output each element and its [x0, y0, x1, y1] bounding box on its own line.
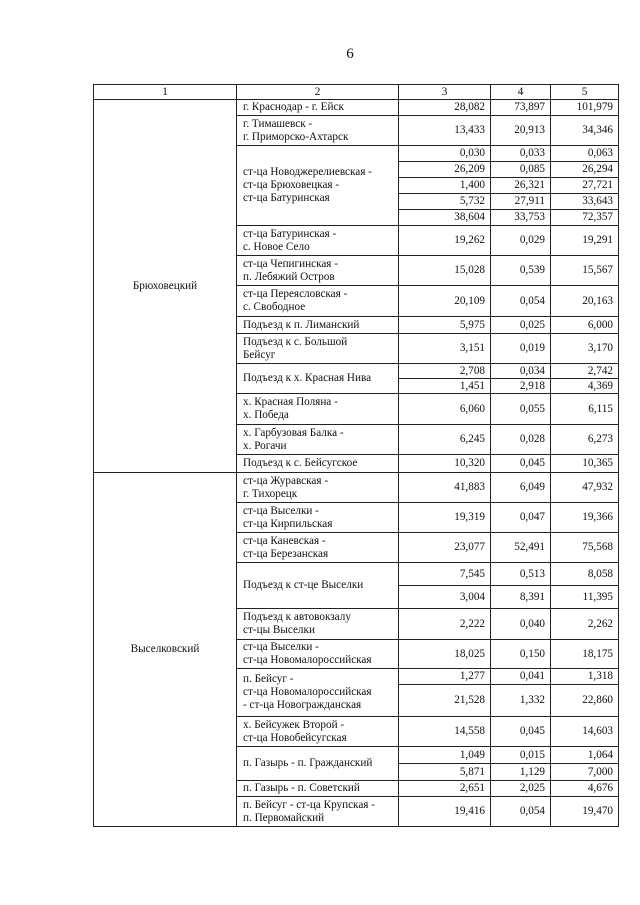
road-name-line: х. Бейсужек Второй -: [243, 718, 345, 731]
road-name-line: с. Новое Село: [243, 240, 310, 253]
value-cell-col3: 28,082: [399, 100, 491, 116]
road-name-line: ст-ца Новобейсугская: [243, 731, 347, 744]
value-cell-col3: 19,262: [399, 226, 491, 256]
road-name-line: Бейсуг: [243, 348, 276, 361]
value-cell-col3: 41,883: [399, 473, 491, 503]
road-name-cell: [237, 455, 399, 473]
road-name-cell: [237, 609, 399, 640]
road-name-line: Подъезд к х. Красная Нива: [243, 372, 372, 384]
value-cell-col4: 0,513: [491, 563, 551, 586]
header-cell-5: 5: [551, 85, 619, 100]
road-name-line: ст-ца Батуринская: [243, 192, 330, 204]
value-cell-col3: 15,028: [399, 256, 491, 286]
road-name-cell: [237, 781, 399, 797]
road-name-line: г. Краснодар - г. Ейск: [243, 101, 344, 113]
value-cell-col5: 3,170: [551, 334, 619, 364]
value-cell-col3: 1,400: [399, 178, 491, 194]
road-name-line: ст-ца Батуринская -: [243, 227, 337, 240]
road-name-cell: [237, 747, 399, 781]
value-cell-col4: 20,913: [491, 116, 551, 146]
value-cell-col3: 19,319: [399, 503, 491, 533]
road-name-line: - ст-ца Новогражданская: [243, 699, 362, 711]
page-number: 6: [346, 46, 354, 62]
value-cell-col4: 0,033: [491, 146, 551, 162]
road-name-line: п. Бейсуг -: [243, 673, 294, 685]
road-name-line: п. Первомайский: [243, 811, 325, 824]
road-name-line: п. Лебяжий Остров: [243, 270, 335, 283]
value-cell-col5: 0,063: [551, 146, 619, 162]
value-cell-col5: 1,064: [551, 747, 619, 764]
value-cell-col5: 75,568: [551, 533, 619, 563]
value-cell-col4: 0,539: [491, 256, 551, 286]
value-cell-col5: 11,395: [551, 586, 619, 609]
header-cell-4: 4: [491, 85, 551, 100]
value-cell-col3: 38,604: [399, 210, 491, 226]
value-cell-col4: 0,041: [491, 669, 551, 685]
road-name-cell: [237, 286, 399, 317]
value-cell-col3: 3,151: [399, 334, 491, 364]
road-table-body: [94, 85, 619, 827]
road-name-cell: [237, 533, 399, 563]
header-cell-1: 1: [94, 85, 237, 100]
value-cell-col5: 27,721: [551, 178, 619, 194]
value-cell-col5: 7,000: [551, 764, 619, 781]
road-name-line: х. Победа: [243, 409, 289, 421]
road-name-line: х. Красная Поляна -: [243, 396, 338, 408]
value-cell-col5: 2,262: [551, 609, 619, 640]
value-cell-col3: 7,545: [399, 563, 491, 586]
value-cell-col5: 26,294: [551, 162, 619, 178]
value-cell-col3: 6,060: [399, 394, 491, 425]
road-name-cell: [237, 116, 399, 146]
value-cell-col4: 0,029: [491, 226, 551, 256]
value-cell-col3: 13,433: [399, 116, 491, 146]
value-cell-col5: 101,979: [551, 100, 619, 116]
road-name-line: п. Бейсуг - ст-ца Крупская -: [243, 798, 375, 811]
value-cell-col4: 52,491: [491, 533, 551, 563]
road-name-cell: [237, 717, 399, 747]
value-cell-col4: 0,034: [491, 364, 551, 379]
road-name-line: Подъезд к ст-це Выселки: [243, 579, 364, 591]
road-name-line: ст-цы Выселки: [243, 624, 315, 636]
table-row: [94, 100, 619, 116]
value-cell-col3: 3,004: [399, 586, 491, 609]
value-cell-col4: 0,019: [491, 334, 551, 364]
road-name-cell: [237, 473, 399, 503]
road-name-cell: [237, 797, 399, 827]
value-cell-col3: 20,109: [399, 286, 491, 317]
value-cell-col4: 1,332: [491, 685, 551, 717]
value-cell-col4: 0,015: [491, 747, 551, 764]
table-header-row: [94, 85, 619, 100]
road-name-cell: [237, 146, 399, 226]
value-cell-col5: 6,000: [551, 317, 619, 334]
road-name-cell: [237, 364, 399, 394]
value-cell-col4: 0,054: [491, 797, 551, 827]
value-cell-col5: 6,273: [551, 425, 619, 455]
road-name-line: ст-ца Чепигинская -: [243, 257, 338, 270]
value-cell-col4: 73,897: [491, 100, 551, 116]
value-cell-col5: 6,115: [551, 394, 619, 425]
value-cell-col5: 34,346: [551, 116, 619, 146]
road-name-line: г. Тимашевск -: [243, 117, 313, 130]
road-name-line: ст-ца Новомалороссийская: [243, 654, 372, 666]
value-cell-col5: 8,058: [551, 563, 619, 586]
road-name-cell: [237, 425, 399, 455]
value-cell-col3: 1,451: [399, 379, 491, 394]
road-name-line: п. Газырь - п. Советский: [243, 782, 360, 794]
header-cell-3: 3: [399, 85, 491, 100]
value-cell-col4: 2,025: [491, 781, 551, 797]
value-cell-col3: 5,732: [399, 194, 491, 210]
value-cell-col4: 33,753: [491, 210, 551, 226]
road-name-line: ст-ца Каневская -: [243, 534, 326, 547]
value-cell-col3: 6,245: [399, 425, 491, 455]
road-name-line: г. Тихорецк: [243, 487, 298, 500]
road-name-line: г. Приморско-Ахтарск: [243, 130, 349, 143]
road-name-line: Подъезд к автовокзалу: [243, 611, 351, 623]
road-name-cell: [237, 100, 399, 116]
road-name-cell: [237, 256, 399, 286]
district-cell: Выселковский: [94, 473, 237, 827]
road-name-line: с. Свободное: [243, 301, 306, 313]
value-cell-col5: 4,676: [551, 781, 619, 797]
value-cell-col4: 26,321: [491, 178, 551, 194]
value-cell-col5: 10,365: [551, 455, 619, 473]
value-cell-col3: 18,025: [399, 640, 491, 669]
value-cell-col4: 0,085: [491, 162, 551, 178]
value-cell-col3: 5,975: [399, 317, 491, 334]
value-cell-col4: 0,054: [491, 286, 551, 317]
value-cell-col5: 72,357: [551, 210, 619, 226]
road-name-line: х. Рогачи: [243, 439, 287, 452]
value-cell-col3: 23,077: [399, 533, 491, 563]
value-cell-col5: 19,291: [551, 226, 619, 256]
value-cell-col3: 21,528: [399, 685, 491, 717]
value-cell-col3: 2,708: [399, 364, 491, 379]
value-cell-col4: 1,129: [491, 764, 551, 781]
road-name-cell: [237, 394, 399, 425]
value-cell-col4: 0,040: [491, 609, 551, 640]
road-name-cell: [237, 334, 399, 364]
value-cell-col3: 19,416: [399, 797, 491, 827]
value-cell-col5: 47,932: [551, 473, 619, 503]
value-cell-col3: 1,277: [399, 669, 491, 685]
value-cell-col4: 6,049: [491, 473, 551, 503]
value-cell-col4: 0,045: [491, 455, 551, 473]
value-cell-col4: 0,028: [491, 425, 551, 455]
value-cell-col3: 0,030: [399, 146, 491, 162]
value-cell-col4: 0,045: [491, 717, 551, 747]
road-name-line: ст-ца Журавская -: [243, 474, 329, 487]
table-row: [94, 473, 619, 503]
value-cell-col5: 15,567: [551, 256, 619, 286]
value-cell-col3: 14,558: [399, 717, 491, 747]
value-cell-col5: 19,366: [551, 503, 619, 533]
road-name-line: Подъезд к с. Бейсугское: [243, 457, 358, 469]
value-cell-col4: 27,911: [491, 194, 551, 210]
road-name-line: ст-ца Березанская: [243, 547, 329, 560]
value-cell-col4: 0,025: [491, 317, 551, 334]
road-name-cell: [237, 563, 399, 609]
value-cell-col3: 2,222: [399, 609, 491, 640]
value-cell-col5: 18,175: [551, 640, 619, 669]
value-cell-col4: 0,047: [491, 503, 551, 533]
road-name-line: Подъезд к с. Большой: [243, 335, 348, 348]
road-name-line: ст-ца Выселки -: [243, 641, 319, 653]
value-cell-col4: 0,055: [491, 394, 551, 425]
value-cell-col3: 1,049: [399, 747, 491, 764]
road-name-cell: [237, 503, 399, 533]
road-name-cell: [237, 226, 399, 256]
value-cell-col3: 2,651: [399, 781, 491, 797]
road-name-cell: [237, 317, 399, 334]
road-name-line: Подъезд к п. Лиманский: [243, 318, 360, 331]
road-name-line: ст-ца Брюховецкая -: [243, 179, 340, 191]
road-name-line: ст-ца Новомалороссийская: [243, 686, 372, 698]
value-cell-col4: 8,391: [491, 586, 551, 609]
road-name-line: ст-ца Переясловская -: [243, 288, 348, 300]
value-cell-col4: 2,918: [491, 379, 551, 394]
road-name-line: ст-ца Кирпильская: [243, 517, 333, 530]
value-cell-col5: 1,318: [551, 669, 619, 685]
road-name-cell: [237, 669, 399, 717]
value-cell-col5: 14,603: [551, 717, 619, 747]
header-cell-2: 2: [237, 85, 399, 100]
value-cell-col5: 19,470: [551, 797, 619, 827]
value-cell-col3: 10,320: [399, 455, 491, 473]
road-name-line: ст-ца Выселки -: [243, 504, 319, 517]
road-table: [93, 84, 619, 827]
value-cell-col5: 4,369: [551, 379, 619, 394]
road-name-line: ст-ца Новоджерелиевская -: [243, 166, 372, 178]
road-name-line: х. Гарбузовая Балка -: [243, 426, 344, 439]
road-name-line: п. Газырь - п. Гражданский: [243, 757, 373, 769]
value-cell-col3: 26,209: [399, 162, 491, 178]
value-cell-col4: 0,150: [491, 640, 551, 669]
value-cell-col5: 33,643: [551, 194, 619, 210]
value-cell-col5: 22,860: [551, 685, 619, 717]
district-cell: Брюховецкий: [94, 100, 237, 473]
value-cell-col5: 2,742: [551, 364, 619, 379]
value-cell-col3: 5,871: [399, 764, 491, 781]
road-name-cell: [237, 640, 399, 669]
value-cell-col5: 20,163: [551, 286, 619, 317]
